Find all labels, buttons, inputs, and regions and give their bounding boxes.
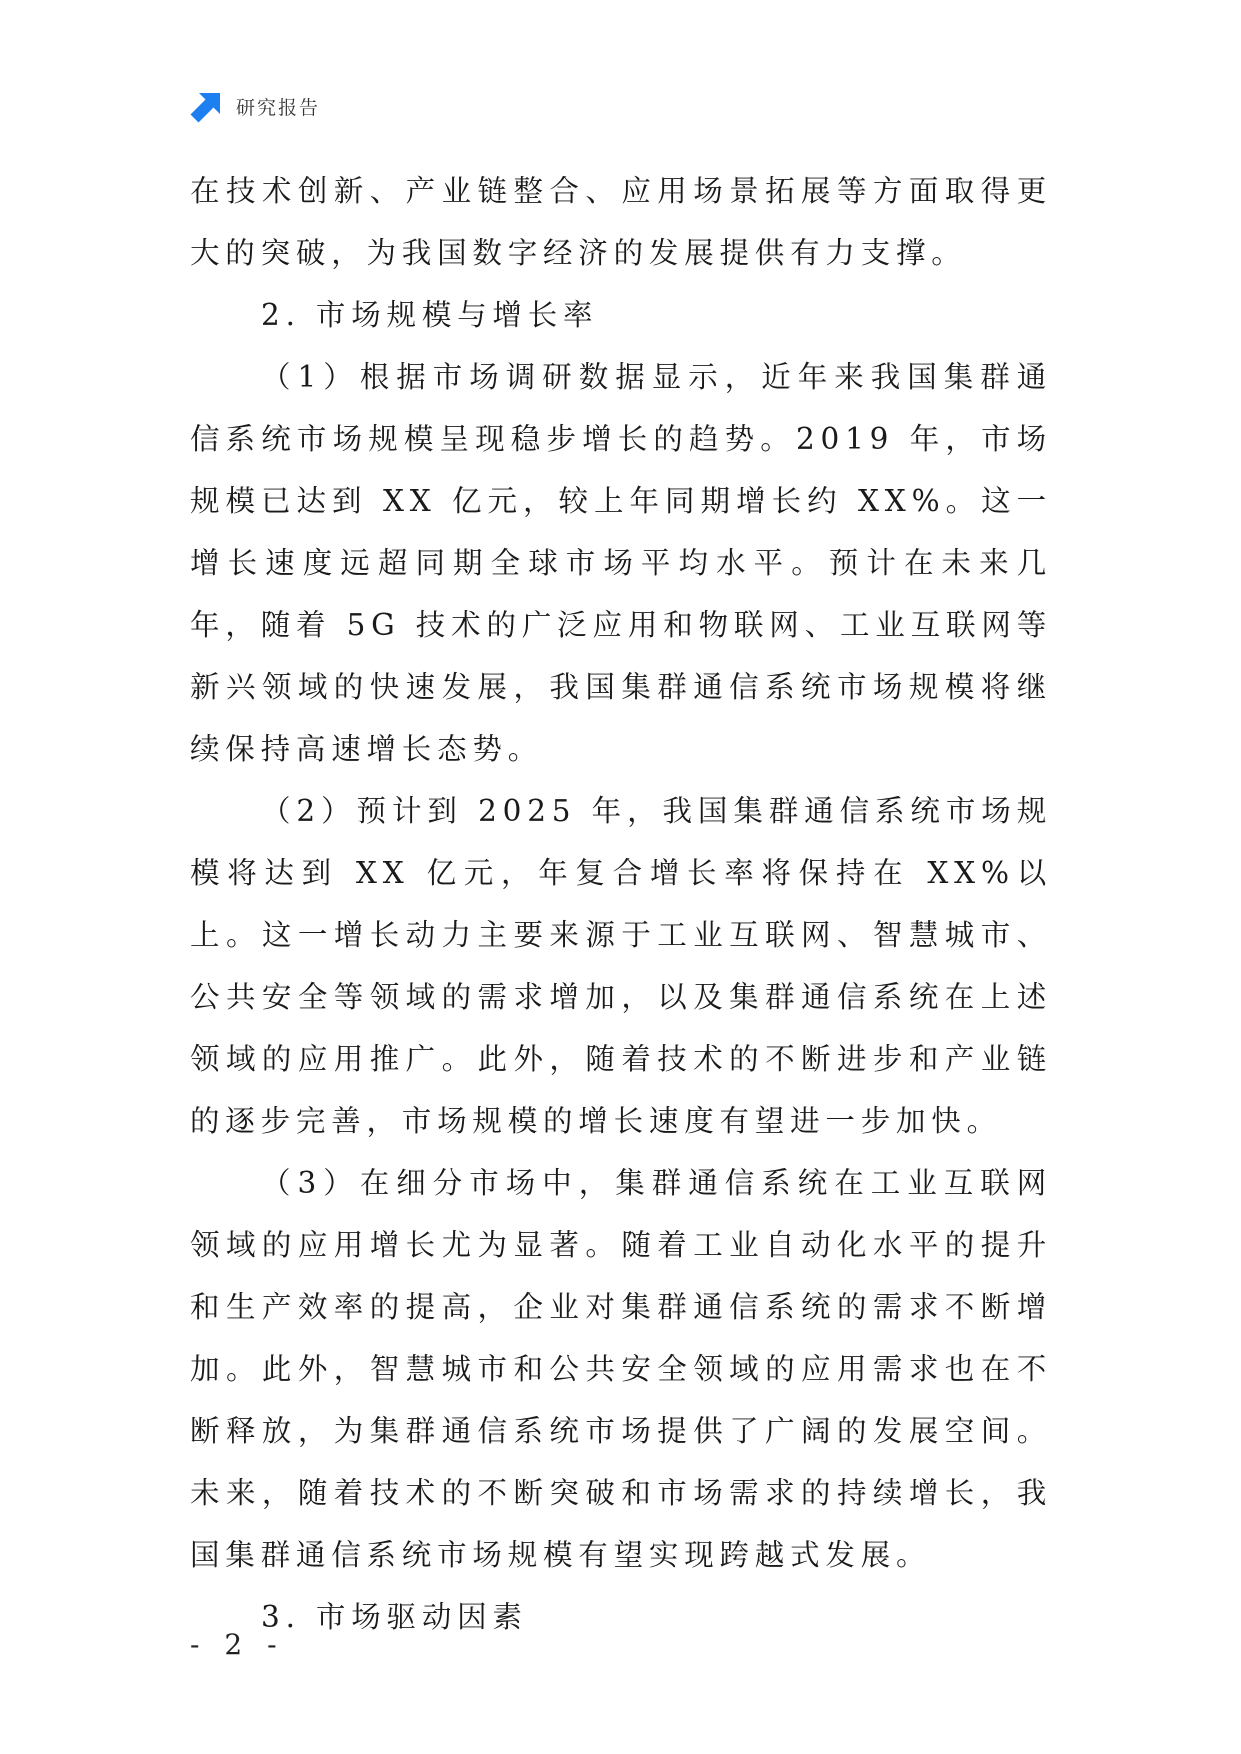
paragraph-continuation: 在技术创新、产业链整合、应用场景拓展等方面取得更大的突破，为我国数字经济的发展提供有力支撑。 [190, 174, 1052, 270]
section-heading-market-drivers: 3. 市场驱动因素 [261, 1600, 528, 1634]
arrow-up-right-icon [190, 89, 224, 123]
header-title: 研究报告 [236, 96, 321, 119]
paragraph-item-3: （3）在细分市场中，集群通信系统在工业互联网领域的应用增长尤为显著。随着工业自动化水平的提升和生产效率的提高，企业对集群通信系统的需求不断增加。此外，智慧城市和公共安全领域的应用需求也在不断释放，为集群通信系统市场提供了广阔的发展空间。未来，随着技术的不断突破和市场需求的持续增长，我国集群通信系统市场规模有望实现跨越式发展。 [190, 1166, 1052, 1572]
document-body [190, 160, 1052, 1648]
page-number: - 2 - [190, 1628, 285, 1661]
paragraph-item-2: （2）预计到 2025 年，我国集群通信系统市场规模将达到 XX 亿元，年复合增长率将保持在 XX%以上。这一增长动力主要来源于工业互联网、智慧城市、公共安全等领域的需求增加，以及集群通信系统在上述领域的应用推广。此外，随着技术的不断进步和产业链的逐步完善，市场规模的增长速度有望进一步加快。 [190, 794, 1052, 1138]
paragraph-item-1: （1）根据市场调研数据显示，近年来我国集群通信系统市场规模呈现稳步增长的趋势。2019 年，市场规模已达到 XX 亿元，较上年同期增长约 XX%。这一增长速度远超同期全球市场平均水平。预计在未来几年，随着 5G 技术的广泛应用和物联网、工业互联网等新兴领域的快速发展，我国集群通信系统市场规模将继续保持高速增长态势。 [190, 360, 1052, 766]
section-heading-market-size: 2. 市场规模与增长率 [261, 298, 599, 332]
report-header [190, 88, 320, 124]
